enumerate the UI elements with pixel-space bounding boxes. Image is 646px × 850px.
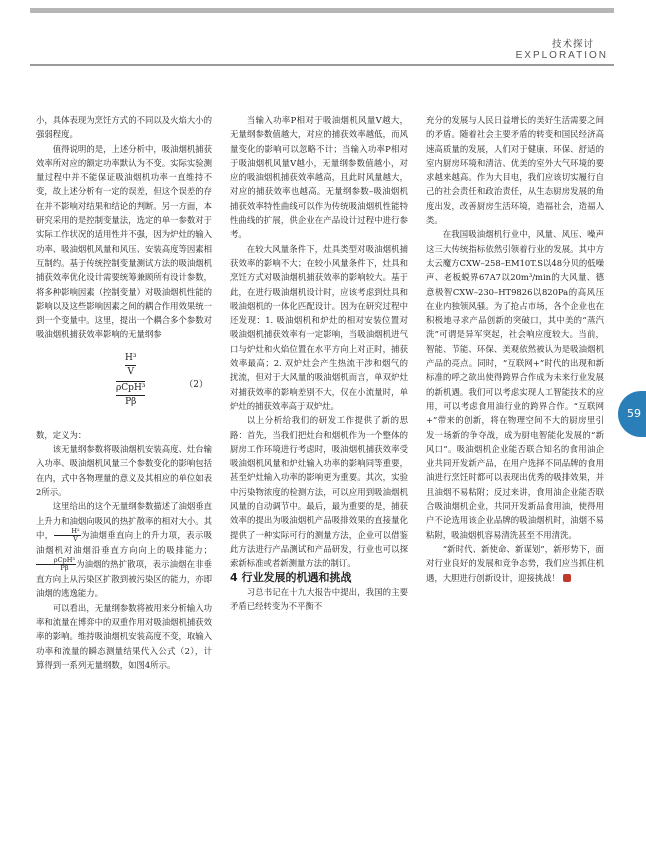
formula-v: V bbox=[125, 365, 136, 379]
paragraph: 小，具体表现为烹饪方式的不同以及火焰大小的强弱程度。 bbox=[36, 115, 212, 140]
paragraph: 充分的发展与人民日益增长的美好生活需要之间的矛盾。随着社会主要矛盾的转变和国民经济高速高质量的发展，人们对于健康、环保、舒适的室内厨房环境和清洁、优美的室外大气环境的要求越来越高。作为大目电，我们应该切实履行自己的社会责任和政治责任，从生态厨房发展的角度出发，改善厨房生活环境，造福社会，造福人类。 bbox=[426, 115, 604, 226]
formula-bot: Pβ bbox=[116, 395, 145, 409]
inline-fraction-lift: $\frac{\text{H²}}{V}$ bbox=[54, 528, 81, 543]
paragraph: 在我国吸油烟机行业中，风量、风压、噪声这三大传统指标依然引领着行业的发展。其中方太云魔方CXW–258–EM10T.S以48分贝的低噪声、老板蜕界67A7以20m³/min的大风量、德意极智CXW–230–HT9826以820Pa的高风压在业内独领风骚。为了抢占市场，各个企业也在积极地寻求产品创新的突破口，其中美的“蒸汽洗”可谓是异军突起，社会响应度较大。当前，智能、节能、环保、美观依然被认为是吸油烟机产品的亮点。同时，“互联网+”时代的出现和新标准的呼之欲出使得跨界合作成为未来行业发展的新机遇。我们可以考虑实现人工智能技术的应用，可以考虑食用油行业的跨界合作。“互联网+”带来的创新，将在物理空间不大的厨房里引发一场新的争夺战，成为厨电智能化发展的“新风口”。吸油烟机企业能否联合知名的食用油企业共同开发新产品，在用户选择不同品牌的食用油进行烹饪时都可以表现出优秀的吸排效果，并且油烟不易粘附；反过来讲，食用油企业能否联合吸油烟机企业，共同开发新品食用油，使得用户不论选用该企业品牌的吸油烟机时，油烟不易粘附，吸油烟机容易清洗甚至不用清洗。 bbox=[426, 229, 604, 540]
article-column-2 bbox=[230, 113, 408, 613]
formula-fraction bbox=[116, 352, 145, 409]
section-heading: 4 行业发展的机遇和挑战 bbox=[230, 570, 352, 584]
equation-2 bbox=[36, 348, 212, 420]
section-title-en: EXPLORATION bbox=[515, 50, 608, 61]
paragraph: 该无量纲参数将吸油烟机安装高度、灶台输入功率、吸油烟机风量三个参数变化的影响包括在内，式中各物理量的意义及其相应的单位如表2所示。 bbox=[36, 444, 212, 497]
end-mark-icon: ◎ bbox=[563, 574, 571, 582]
inline-fraction-diffusion: $\frac{\text{ρCpH³}}{P\beta}$ bbox=[36, 557, 76, 572]
equation-number: （2） bbox=[184, 379, 208, 390]
paragraph: 值得说明的是，上述分析中，吸油烟机捕获效率所对应的额定功率默认为不变。实际实验测量过程中并不能保证吸油烟机功率一直维持不变，故上述分析有一定的误差，但这个误差的存在并不影响对结果和结论的判断。另一方面，本研究采用的是控制变量法，选定的单一参数对于实际工作状况的适用性并不强，因为炉灶的输入功率、吸油烟机风量和风压、安装高度等因素相互制约。基于传统控制变量测试方法的吸油烟机捕获效率优化设计需要统筹兼顾所有设计参数，将多种影响因素（控制变量）对吸油烟机性能的影响以及这些影响因素之间的耦合作用效果统一到一个变量中。这里，提出一个耦合多个参数对吸油烟机捕获效率影响的无量纲参 bbox=[36, 143, 212, 340]
top-decor-bar bbox=[30, 8, 614, 13]
article-column-1 bbox=[36, 113, 212, 672]
paragraph: 可以看出，无量纲参数将被用来分析输入功率和流量在博弈中的双重作用对吸油烟机捕获效率的影响。维持吸油烟机安装高度不变，取输入功率和流量的瞬态测量结果代入公式（2），计算得到一系列无量纲数，如图4所示。 bbox=[36, 602, 212, 670]
section-title-zh: 技术探讨 bbox=[551, 39, 594, 50]
formula-mid: ρCpH³ bbox=[116, 382, 146, 393]
paragraph: 当输入功率P相对于吸油烟机风量V越大，无量纲参数值越大，对应的捕获效率越低，而风量变化的影响可以忽略不计；当输入功率P相对于吸油烟机风量V越小，无量纲参数值越小，对应的吸油烟机捕获效率越高，且此时风量越大，对应的捕获效率也越高。无量纲参数–吸油烟机捕获效率特性曲线可以作为传统吸油烟机性能特性曲线的扩展，供企业在产品设计过程中进行参考。 bbox=[230, 115, 408, 240]
paragraph: 这里给出的这个无量纲参数描述了油烟垂直上升力和油烟向吸风的热扩散率的相对大小。其中， $\frac{\text{H²}}{V}$ 为油烟垂直向上的升力项，表示吸油烟机对油烟沿垂直方向向上的吸排能力； $\frac{\text{ρCpH³}}{P\beta}$ 为油烟的热扩散项，表示油烟在非垂直方向上从污染区扩散到被污染区的能力，亦即油烟的逃逸能力。 bbox=[36, 501, 213, 599]
formula-top: H³ bbox=[124, 352, 137, 363]
article-column-3 bbox=[426, 113, 604, 585]
header-divider bbox=[30, 64, 614, 66]
paragraph: 习总书记在十九大报告中提出，我国的主要矛盾已经转变为不平衡不 bbox=[230, 586, 408, 612]
paragraph: “新时代、新使命、新谋划”，新形势下，面对行业良好的发展和竞争态势，我们应当抓住机遇，大胆进行创新设计，迎接挑战！ ◎ bbox=[426, 543, 604, 583]
paragraph: 以上分析给我们的研发工作提供了新的思路：首先，当我们把灶台和烟机作为一个整体的厨房工作环境进行考虑时，吸油烟机捕获效率受吸油烟机风量和炉灶输入功率的影响同等重要，甚至炉灶输入功率的影响更为重要。其次，实验中污染物浓度的检测方法，可以应用到吸油烟机风量的自动调节中。最后，最为重要的是，捕获效率的提出为吸油烟机产品吸排效果的直接量化提供了一种实际可行的测量方法，企业可以借鉴此方法进行产品测试和产品研发，行业也可以探索新标准或者新测量方法的制订。 bbox=[230, 415, 408, 569]
paragraph: 数，定义为： bbox=[36, 429, 87, 440]
page-number-tab: 59 bbox=[618, 391, 646, 437]
paragraph: 在较大风量条件下，灶具类型对吸油烟机捕获效率的影响不大；在较小风量条件下，灶具和烹饪方式对吸油烟机捕获效率的影响较大。基于此，在进行吸油烟机设计时，应该考虑到灶具和吸油烟机的一体化匹配设计。因为在研究过程中还发现：1. 吸油烟机和炉灶的相对安装位置对吸油烟机捕获效率有一定影响，当吸油烟机进气口与炉灶和火焰位置在水平方向上对正时，捕获效率最高；2. 双炉灶会产生热流干涉和烟气的扰流，但对于大风量的吸油烟机而言，单双炉灶对捕获效率的影响差别不大，仅在小流量时，单炉灶的捕获效率高于双炉灶。 bbox=[230, 243, 408, 411]
